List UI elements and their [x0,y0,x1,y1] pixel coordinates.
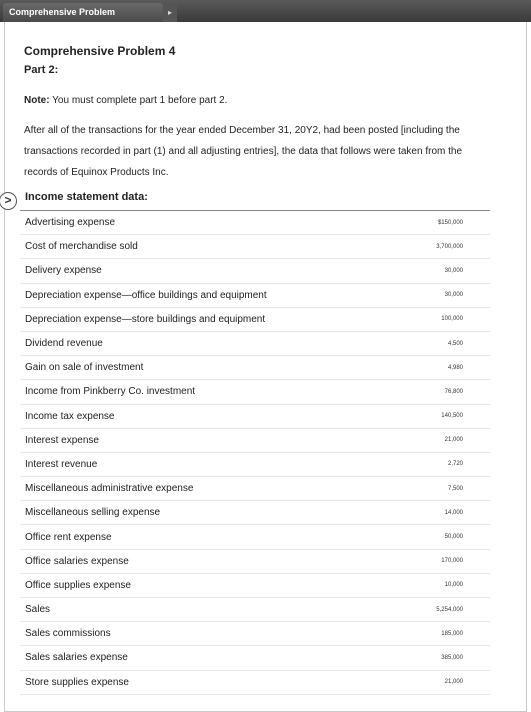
row-value: $150,000 [437,219,463,226]
row-label: Advertising expense [25,217,116,229]
row-value: 10,000 [444,582,463,589]
row-value: 30,000 [444,267,463,274]
table-row [20,574,490,598]
row-value: 21,000 [444,437,463,444]
row-value: 30,000 [444,292,463,299]
row-label: Income from Pinkberry Co. investment [25,386,196,398]
table-row [20,380,490,404]
row-label: Depreciation expense—store buildings and equipment [25,313,266,325]
row-label: Interest expense [25,434,99,446]
row-label: Miscellaneous administrative expense [25,483,194,495]
expand-chevron-icon[interactable]: > [0,192,17,210]
row-value: 170,000 [441,558,463,565]
row-label: Gain on sale of investment [25,362,144,374]
part-label: Part 2: [24,64,59,76]
row-label: Cost of merchandise sold [25,241,138,253]
table-row [20,671,490,695]
row-label: Sales salaries expense [25,652,128,664]
table-row [20,429,490,453]
row-label: Income tax expense [25,410,115,422]
row-label: Sales [25,604,51,616]
table-row [20,284,490,308]
table-row [20,211,490,235]
table-row [20,453,490,477]
row-value: 185,000 [441,630,463,637]
table-row [20,477,490,501]
table-row [20,259,490,283]
table-row [20,622,490,646]
tab-arrow-icon[interactable]: ▸ [163,3,177,22]
income-statement-table [20,211,490,695]
note-text [24,95,227,106]
row-value: 5,254,000 [436,606,463,613]
row-label: Sales commissions [25,628,111,640]
row-label: Office supplies expense [25,579,131,591]
table-row [20,308,490,332]
row-value: 76,800 [444,388,463,395]
row-label: Delivery expense [25,265,102,277]
row-value: 7,500 [447,485,463,492]
row-label: Dividend revenue [25,338,103,350]
row-value: 385,000 [441,654,463,661]
tab-comprehensive-problem[interactable]: Comprehensive Problem [3,3,163,22]
row-value: 21,000 [444,679,463,686]
table-row [20,356,490,380]
table-row [20,646,490,670]
table-row [20,598,490,622]
section-title: Income statement data: [25,191,148,203]
row-label: Miscellaneous selling expense [25,507,161,519]
row-value: 50,000 [444,534,463,541]
note-body: You must complete part 1 before part 2. [49,95,228,106]
row-value: 4,500 [447,340,463,347]
row-value: 100,000 [441,316,463,323]
table-row [20,550,490,574]
note-label: Note: [24,95,50,106]
row-label: Interest revenue [25,458,98,470]
row-value: 4,980 [447,364,463,371]
table-row [20,525,490,549]
problem-title: Comprehensive Problem 4 [24,44,176,58]
row-value: 3,700,000 [436,243,463,250]
table-row [20,405,490,429]
instructions-paragraph: After all of the transactions for the year ended December 31, 20Y2, had been posted [including the transactions recorded in part (1) and all adjusting entries], the data that follows were taken from the records of Equinox Products Inc. [24,125,463,178]
table-row [20,332,490,356]
row-label: Office rent expense [25,531,112,543]
table-row [20,235,490,259]
row-value: 14,000 [444,509,463,516]
title-bar [0,0,531,22]
row-value: 140,500 [441,413,463,420]
row-label: Depreciation expense—office buildings and equipment [25,289,267,301]
row-label: Office salaries expense [25,555,129,567]
row-value: 2,720 [447,461,463,468]
table-row [20,501,490,525]
row-label: Store supplies expense [25,676,129,688]
